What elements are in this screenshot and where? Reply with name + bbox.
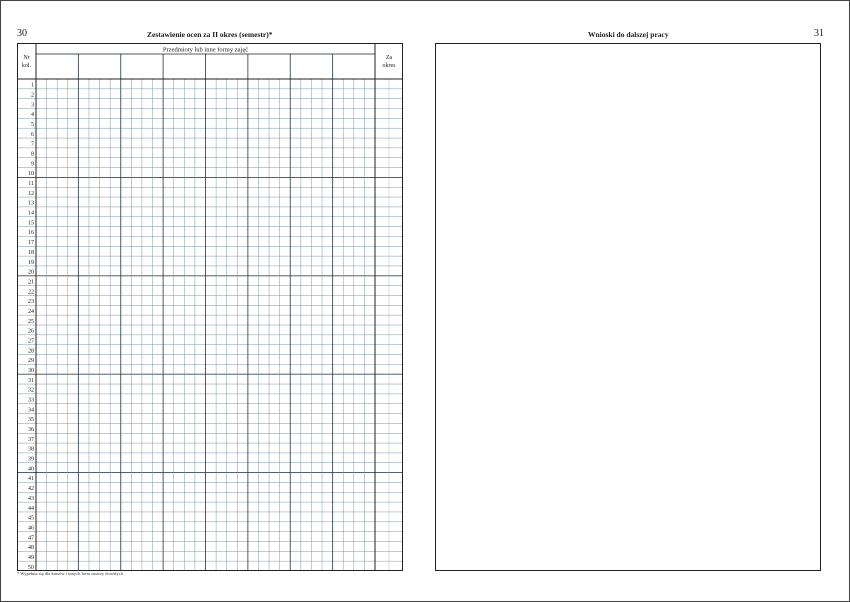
row-number: 9	[31, 161, 34, 168]
row-number: 45	[28, 515, 34, 522]
row-number: 28	[28, 348, 34, 355]
right-page-number: 31	[814, 28, 824, 39]
row-number: 49	[28, 554, 34, 561]
row-number: 1	[31, 82, 34, 89]
row-number: 21	[28, 279, 34, 286]
row-number: 33	[28, 397, 34, 404]
row-number: 18	[28, 249, 34, 256]
row-number: 2	[31, 92, 34, 99]
row-number: 41	[28, 476, 34, 483]
row-number: 48	[28, 545, 34, 552]
nr-header: Nr	[23, 55, 30, 61]
row-number: 5	[31, 122, 34, 128]
row-number: 44	[28, 505, 34, 512]
term-header: okres	[382, 63, 396, 69]
row-number: 6	[31, 131, 34, 138]
row-number: 11	[28, 181, 34, 188]
row-number: 40	[28, 466, 34, 473]
nr-header: kol.	[21, 63, 32, 69]
row-number: 25	[28, 318, 34, 325]
row-number: 37	[28, 436, 34, 443]
row-number: 24	[28, 308, 34, 315]
row-number: 35	[28, 417, 34, 424]
row-number: 3	[31, 102, 34, 109]
row-number: 46	[28, 525, 34, 532]
right-page-title: Wnioski do dalszej pracy	[588, 30, 669, 39]
row-number: 43	[28, 495, 34, 502]
row-number: 12	[28, 190, 34, 197]
row-number: 20	[28, 269, 34, 276]
row-number: 4	[31, 112, 34, 119]
table-border	[18, 44, 403, 571]
row-number: 8	[31, 151, 34, 158]
row-number: 31	[28, 377, 34, 384]
grade-summary-table	[17, 43, 403, 571]
row-number: 16	[28, 230, 34, 237]
row-number: 42	[28, 486, 34, 493]
row-number: 14	[28, 210, 34, 217]
row-number: 7	[31, 141, 34, 148]
row-number: 17	[28, 240, 34, 247]
row-number: 15	[28, 220, 34, 227]
row-number: 30	[28, 368, 34, 374]
left-page-number: 30	[17, 28, 27, 39]
term-header: Za	[385, 55, 393, 61]
row-number: 29	[28, 358, 34, 365]
row-number: 23	[28, 299, 34, 306]
row-number: 19	[28, 259, 34, 266]
row-number: 32	[28, 387, 34, 394]
row-number: 13	[28, 200, 34, 207]
footnote: * Wypełnia się dla kursów i innych form nauczy dorosłych	[17, 571, 123, 576]
subjects-header: Przedmioty lub inne formy zajęć	[162, 46, 249, 54]
row-number: 26	[28, 328, 34, 335]
row-number: 50	[28, 564, 34, 571]
row-number: 47	[28, 535, 34, 542]
row-number: 34	[28, 407, 34, 414]
conclusions-writing-area[interactable]	[435, 43, 821, 571]
row-number: 22	[28, 289, 34, 296]
row-number: 36	[28, 427, 34, 434]
row-number: 38	[28, 446, 34, 453]
row-number: 27	[28, 338, 34, 345]
left-page-title: Zestawienie ocen za II okres (semestr)*	[147, 30, 273, 39]
row-number: 10	[28, 171, 34, 178]
row-number: 39	[28, 456, 34, 463]
